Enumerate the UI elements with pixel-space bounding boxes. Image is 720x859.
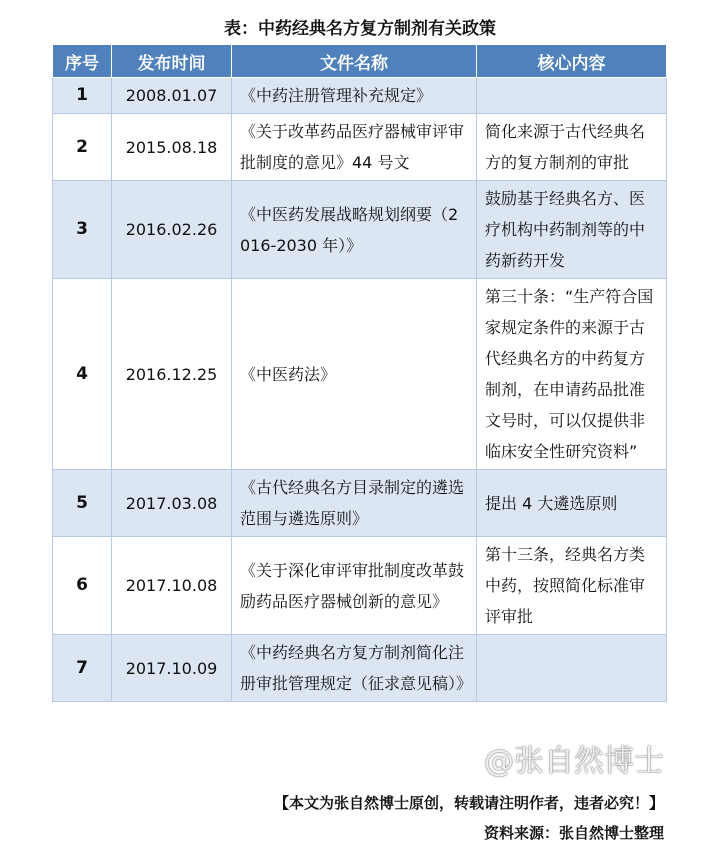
row-core-content: 第三十条：“生产符合国家规定条件的来源于古代经典名方的中药复方制剂，在申请药品批准文号时，可以仅提供非临床安全性研究资料” (477, 279, 667, 470)
column-header-document: 文件名称 (232, 45, 477, 78)
column-header-core-content: 核心内容 (477, 45, 667, 78)
table-row (53, 470, 667, 537)
table-row (53, 114, 667, 181)
table-row (53, 537, 667, 635)
row-date: 2015.08.18 (112, 114, 232, 181)
row-core-content: 第十三条，经典名方类中药，按照简化标准审评审批 (477, 537, 667, 635)
source-note: 资料来源：张自然博士整理 (483, 824, 664, 842)
table-row (53, 181, 667, 279)
row-number: 1 (53, 78, 112, 114)
watermark: @张自然博士 (484, 744, 664, 779)
row-number: 2 (53, 114, 112, 181)
row-document: 《中医药法》 (232, 279, 477, 470)
table-row (53, 635, 667, 702)
row-date: 2008.01.07 (112, 78, 232, 114)
table-row (53, 279, 667, 470)
table-row (53, 78, 667, 114)
row-core-content: 简化来源于古代经典名方的复方制剂的审批 (477, 114, 667, 181)
row-core-content (477, 635, 667, 702)
row-number: 3 (53, 181, 112, 279)
row-core-content: 提出 4 大遴选原则 (477, 470, 667, 537)
row-date: 2017.10.08 (112, 537, 232, 635)
page-title: 表：中药经典名方复方制剂有关政策 (224, 19, 496, 39)
row-number: 6 (53, 537, 112, 635)
row-document: 《古代经典名方目录制定的遴选范围与遴选原则》 (232, 470, 477, 537)
row-core-content: 鼓励基于经典名方、医疗机构中药制剂等的中药新药开发 (477, 181, 667, 279)
row-number: 7 (53, 635, 112, 702)
row-date: 2016.12.25 (112, 279, 232, 470)
row-document: 《中药经典名方复方制剂简化注册审批管理规定（征求意见稿）》 (232, 635, 477, 702)
column-header-number: 序号 (53, 45, 112, 78)
row-number: 5 (53, 470, 112, 537)
row-date: 2016.02.26 (112, 181, 232, 279)
row-document: 《关于改革药品医疗器械审评审批制度的意见》44 号文 (232, 114, 477, 181)
copyright-note: 【本文为张自然博士原创，转载请注明作者，违者必究！】 (273, 794, 664, 812)
row-date: 2017.10.09 (112, 635, 232, 702)
row-document: 《关于深化审评审批制度改革鼓励药品医疗器械创新的意见》 (232, 537, 477, 635)
row-document: 《中医药发展战略规划纲要（2016-2030 年）》 (232, 181, 477, 279)
row-date: 2017.03.08 (112, 470, 232, 537)
row-document: 《中药注册管理补充规定》 (232, 78, 477, 114)
row-core-content (477, 78, 667, 114)
row-number: 4 (53, 279, 112, 470)
table-header-row (53, 45, 667, 78)
column-header-date: 发布时间 (112, 45, 232, 78)
policy-table (52, 44, 667, 702)
